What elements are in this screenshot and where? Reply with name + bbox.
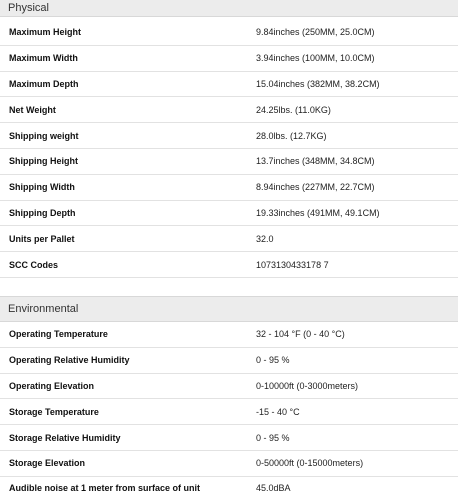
- spec-value: 32.0: [256, 233, 274, 244]
- spec-label: Storage Relative Humidity: [9, 432, 121, 443]
- spec-label: Units per Pallet: [9, 233, 75, 244]
- section-header-physical: [0, 0, 458, 17]
- spec-label: Shipping Depth: [9, 207, 76, 218]
- spec-value: 0 - 95 %: [256, 355, 290, 366]
- spec-label: Storage Temperature: [9, 406, 99, 417]
- table-row: [0, 226, 458, 252]
- table-row: [0, 477, 458, 500]
- spec-value: 9.84inches (250MM, 25.0CM): [256, 27, 375, 38]
- table-row: [0, 20, 458, 46]
- spec-label: Audible noise at 1 meter from surface of unit: [9, 483, 201, 494]
- spec-label: SCC Codes: [9, 259, 59, 270]
- table-row: [0, 46, 458, 72]
- spec-value: 45.0dBA: [256, 483, 291, 494]
- section-header-environmental: [0, 296, 458, 322]
- table-row: [0, 149, 458, 175]
- table-row: [0, 451, 458, 477]
- spec-value: 32 - 104 °F (0 - 40 °C): [256, 329, 345, 340]
- section-title-environmental: Environmental: [8, 303, 79, 315]
- spec-value: -15 - 40 °C: [256, 406, 300, 417]
- spec-label: Maximum Depth: [9, 78, 79, 89]
- table-row: [0, 252, 458, 278]
- table-row: [0, 425, 458, 451]
- spec-value: 0-10000ft (0-3000meters): [256, 380, 359, 391]
- table-row: [0, 123, 458, 149]
- table-row: [0, 322, 458, 348]
- spec-value: 8.94inches (227MM, 22.7CM): [256, 182, 375, 193]
- spec-label: Operating Temperature: [9, 329, 108, 340]
- table-row: [0, 348, 458, 374]
- section-title-physical: Physical: [8, 2, 49, 14]
- spec-label: Net Weight: [9, 104, 56, 115]
- spec-label: Operating Relative Humidity: [9, 355, 130, 366]
- spec-label: Shipping Height: [9, 156, 78, 167]
- spec-label: Maximum Width: [9, 53, 78, 64]
- spec-value: 3.94inches (100MM, 10.0CM): [256, 53, 375, 64]
- spec-label: Shipping Width: [9, 182, 75, 193]
- spec-value: 1073130433178 7: [256, 259, 329, 270]
- spec-value: 0 - 95 %: [256, 432, 290, 443]
- table-row: [0, 72, 458, 98]
- spec-value: 19.33inches (491MM, 49.1CM): [256, 207, 380, 218]
- spec-label: Maximum Height: [9, 27, 82, 38]
- table-row: [0, 97, 458, 123]
- spec-label: Storage Elevation: [9, 458, 86, 469]
- table-row: [0, 201, 458, 227]
- spec-value: 13.7inches (348MM, 34.8CM): [256, 156, 375, 167]
- spec-value: 15.04inches (382MM, 38.2CM): [256, 78, 380, 89]
- spec-label: Operating Elevation: [9, 380, 95, 391]
- table-row: [0, 175, 458, 201]
- table-row: [0, 374, 458, 400]
- table-row: [0, 399, 458, 425]
- spec-value: 0-50000ft (0-15000meters): [256, 458, 364, 469]
- spec-value: 28.0lbs. (12.7KG): [256, 130, 327, 141]
- spec-value: 24.25lbs. (11.0KG): [256, 104, 331, 115]
- spec-label: Shipping weight: [9, 130, 79, 141]
